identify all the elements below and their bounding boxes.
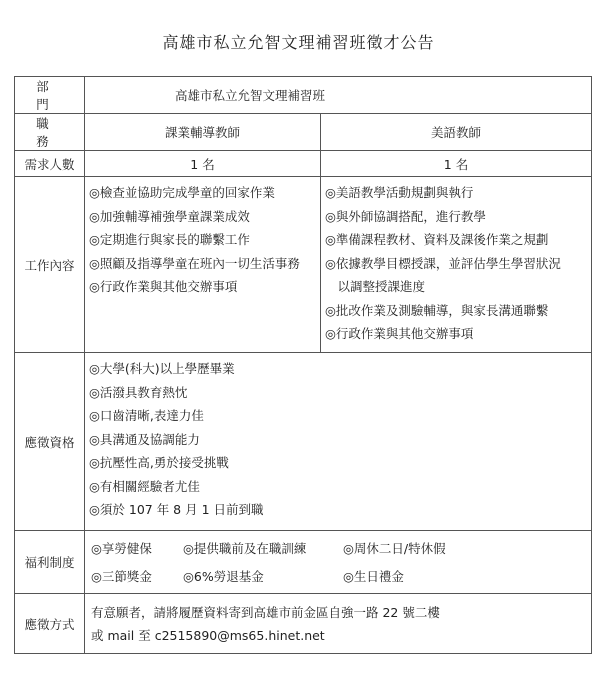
qualifications-label: 應徵資格 xyxy=(15,353,85,531)
list-item: ◎大學(科大)以上學歷畢業 xyxy=(89,361,235,376)
headcount-row xyxy=(15,151,592,177)
qualifications-row xyxy=(15,353,592,531)
benefits-cell xyxy=(85,531,592,594)
apply-address: 有意願者，請將履歷資料寄到高雄市前金區自強一路 22 號二樓 xyxy=(91,604,440,620)
list-item: ◎口齒清晰,表達力佳 xyxy=(89,408,204,423)
position-a: 課業輔導教師 xyxy=(85,114,321,151)
duties-row xyxy=(15,177,592,353)
position-label: 職 務 xyxy=(15,114,85,151)
duties-a xyxy=(85,177,321,353)
benefits-row xyxy=(15,531,592,594)
list-item: ◎具溝通及協調能力 xyxy=(89,431,200,447)
list-item: ◎照顧及指導學童在班內一切生活事務 xyxy=(89,255,300,271)
list-item: ◎活潑具教育熱忱 xyxy=(89,384,188,400)
list-item: ◎行政作業與其他交辦事項 xyxy=(89,279,238,294)
list-item: ◎檢查並協助完成學童的回家作業 xyxy=(89,185,275,200)
list-item: ◎與外師協調搭配，進行教學 xyxy=(325,208,486,224)
job-table xyxy=(14,76,592,654)
list-item: ◎加強輔導補強學童課業成效 xyxy=(89,208,250,224)
apply-cell xyxy=(85,594,592,654)
list-item: ◎行政作業與其他交辦事項 xyxy=(325,326,474,341)
list-item: ◎依據教學目標授課，並評估學生學習狀況 xyxy=(325,255,561,271)
benefit-item: ◎周休二日/特休假 xyxy=(343,541,446,556)
list-item: ◎有相關經驗者尤佳 xyxy=(89,478,200,494)
list-item: ◎須於 107 年 8 月 1 日前到職 xyxy=(89,502,264,517)
headcount-label: 需求人數 xyxy=(15,151,85,177)
headcount-b: 1 名 xyxy=(321,151,592,177)
list-item: ◎定期進行與家長的聯繫工作 xyxy=(89,232,250,247)
apply-email[interactable]: 或 mail 至 c2515890@ms65.hinet.net xyxy=(91,627,325,643)
list-item: ◎抗壓性高,勇於接受挑戰 xyxy=(89,455,229,470)
department-value: 高雄市私立允智文理補習班 xyxy=(85,77,592,114)
benefit-item: ◎享勞健保 xyxy=(91,541,152,556)
position-row xyxy=(15,114,592,151)
position-b: 美語教師 xyxy=(321,114,592,151)
list-item: 以調整授課進度 xyxy=(325,279,426,294)
benefit-item: ◎生日禮金 xyxy=(343,569,404,584)
department-row xyxy=(15,77,592,114)
duties-label: 工作內容 xyxy=(15,177,85,353)
list-item: ◎準備課程教材、資料及課後作業之規劃 xyxy=(325,232,549,247)
page-title: 高雄市私立允智文理補習班徵才公告 xyxy=(162,33,435,52)
duties-b xyxy=(321,177,592,353)
list-item: ◎美語教學活動規劃與執行 xyxy=(325,185,474,200)
apply-row xyxy=(15,594,592,654)
list-item: ◎批改作業及測驗輔導，與家長溝通聯繫 xyxy=(325,302,549,318)
apply-label: 應徵方式 xyxy=(15,594,85,654)
department-label: 部 門 xyxy=(15,77,85,114)
benefit-item: ◎三節獎金 xyxy=(91,569,152,584)
qualifications-list xyxy=(85,353,592,531)
benefits-label: 福利制度 xyxy=(15,531,85,594)
benefit-item: ◎提供職前及在職訓練 xyxy=(183,541,307,556)
benefit-item: ◎6%勞退基金 xyxy=(183,569,264,584)
headcount-a: 1 名 xyxy=(85,151,321,177)
